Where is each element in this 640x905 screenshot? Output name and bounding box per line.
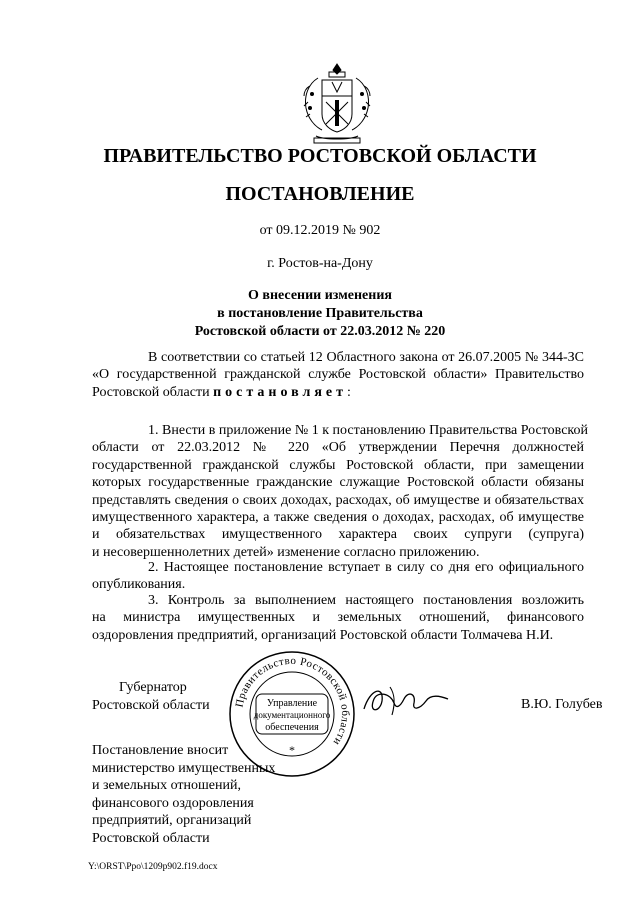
paragraph-line: имущественного характера, а также сведения о доходах, расходах, об имуществе <box>92 510 584 526</box>
subject-line: в постановление Правительства <box>217 306 423 321</box>
paragraph-line: и несовершеннолетних детей» изменение согласно приложению. <box>92 544 480 560</box>
document-type-title: ПОСТАНОВЛЕНИЕ <box>225 183 415 205</box>
signatory-position-line1: Губернатор <box>119 680 187 695</box>
introduced-by-line: финансового оздоровления <box>92 795 254 811</box>
paragraph-line: «О государственной гражданской службе Ростовской области» Правительство <box>92 367 584 383</box>
introduced-by-line: министерство имущественных <box>92 760 276 776</box>
seal-center-line: обеспечения <box>265 722 319 733</box>
item-1-paragraph <box>92 422 588 561</box>
preamble-paragraph <box>92 349 584 401</box>
paragraph-line: государственной гражданской службы Ростовской области, при замещении <box>92 457 584 473</box>
paragraph-line: 3. Контроль за выполнением настоящего постановления возложить <box>148 593 584 608</box>
introduced-by-line: Ростовской области <box>92 830 210 846</box>
document-date-number: от 09.12.2019 № 902 <box>259 223 381 238</box>
seal-center-line: Управление <box>266 698 318 709</box>
paragraph-line: представлять сведения о своих доходах, расходах, об имуществе и обязательствах <box>92 492 584 508</box>
item-3-paragraph <box>92 592 584 644</box>
coat-of-arms-emblem <box>296 58 378 148</box>
paragraph-line: области от 22.03.2012 № 220 «Об утверждении Перечня должностей <box>92 440 584 456</box>
seal-star: * <box>289 743 295 757</box>
document-subject <box>0 287 640 341</box>
paragraph-line: В соответствии со статьей 12 Областного закона от 26.07.2005 № 344-ЗС <box>148 350 584 365</box>
paragraph-line: на министра имущественных и земельных отношений, финансового <box>92 610 584 626</box>
seal-ring-text: Правительство Ростовской области <box>233 654 352 748</box>
seal-center-line: документационного <box>253 710 331 720</box>
paragraph-line: которых государственные гражданские служащие Ростовской области обязаны <box>92 475 584 491</box>
signatory-name: В.Ю. Голубев <box>521 697 603 712</box>
subject-line: О внесении изменения <box>248 288 392 303</box>
paragraph-line: 2. Настоящее постановление вступает в силу со дня его официального <box>148 560 584 575</box>
paragraph-line: оздоровления предприятий, организаций Ростовской области Толмачева Н.И. <box>92 627 554 643</box>
organization-title: ПРАВИТЕЛЬСТВО РОСТОВСКОЙ ОБЛАСТИ <box>103 145 537 167</box>
introduced-by-line: предприятий, организаций <box>92 813 252 829</box>
preamble-colon: : <box>347 384 351 400</box>
preamble-subject-text: Ростовской области <box>92 384 210 400</box>
item-2-paragraph <box>92 559 584 594</box>
introduced-by-line: и земельных отношений, <box>92 778 241 794</box>
decree-word: постановляет <box>213 384 348 400</box>
paragraph-line: опубликования. <box>92 577 186 593</box>
handwritten-signature <box>360 679 452 721</box>
file-path-footer: Y:\ORST\Ppo\1209p902.f19.docx <box>88 862 218 872</box>
signatory-position-line2: Ростовской области <box>92 698 210 713</box>
subject-line: Ростовской области от 22.03.2012 № 220 <box>194 324 446 339</box>
document-city: г. Ростов-на-Дону <box>267 256 373 271</box>
introduced-by-block <box>92 742 275 848</box>
paragraph-line: 1. Внести в приложение № 1 к постановлению Правительства Ростовской <box>148 423 588 438</box>
introduced-by-line: Постановление вносит <box>92 743 229 758</box>
paragraph-line <box>92 384 584 401</box>
paragraph-line: и обязательствах имущественного характера своих супруги (супруга) <box>92 527 584 543</box>
